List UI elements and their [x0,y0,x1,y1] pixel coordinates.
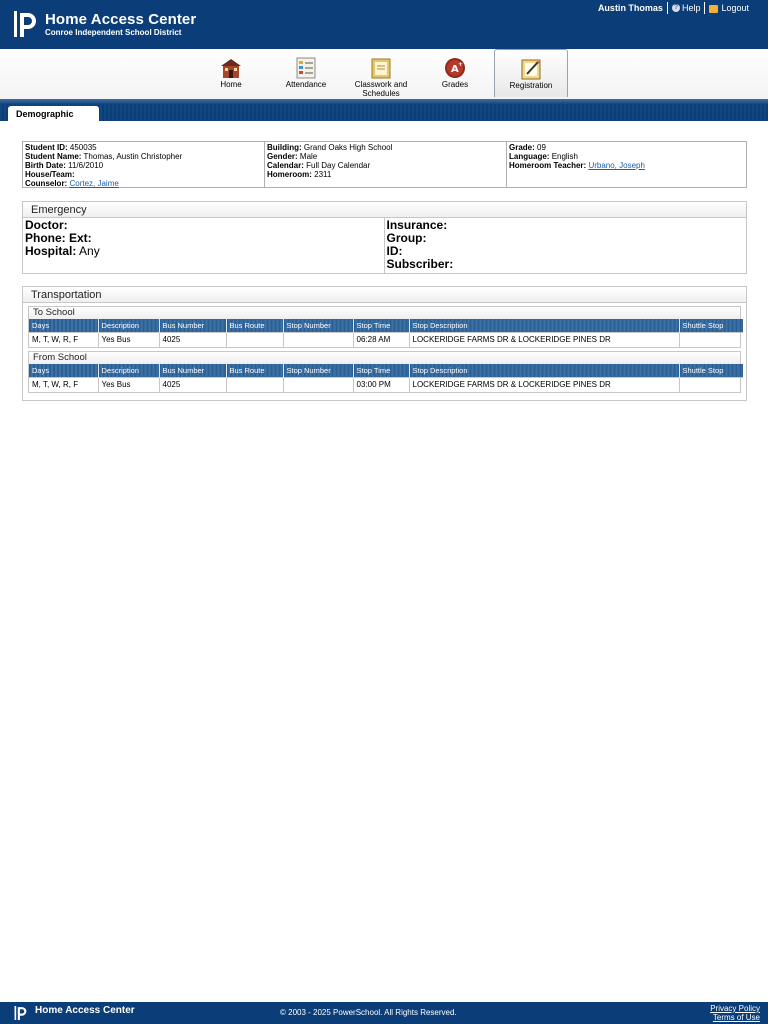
cell-description: Yes Bus [98,377,159,392]
help-label: Help [681,3,701,13]
col-header-description[interactable]: Description [98,319,159,332]
gender-label: Gender: [267,152,298,161]
col-header-days[interactable]: Days [29,364,98,377]
app-header [0,0,768,49]
col-header-stop-number[interactable]: Stop Number [283,364,353,377]
counselor-label: Counselor: [25,179,68,188]
col-header-stop-description[interactable]: Stop Description [409,319,679,332]
calendar-value: Full Day Calendar [306,161,371,170]
cell-days: M, T, W, R, F [29,377,98,392]
from-school-panel [28,351,741,393]
to-school-panel [28,306,741,348]
col-header-days[interactable]: Days [29,319,98,332]
emergency-col-insurance [385,218,747,273]
nav-grades[interactable] [430,49,480,97]
student-id-value: 450035 [69,143,97,152]
help-link[interactable] [672,3,701,13]
tab-strip-highlight [0,99,768,105]
homeroom-label: Homeroom: [267,170,312,179]
cell-bus-number: 4025 [159,377,226,392]
group-label: Group: [386,231,427,245]
col-header-bus-route[interactable]: Bus Route [226,364,283,377]
emergency-section [22,201,747,274]
col-header-stop-time[interactable]: Stop Time [353,364,409,377]
footer-links [710,1004,760,1022]
registration-clipboard-icon [519,58,543,80]
house-team-label: House/Team: [25,170,75,179]
app-footer [0,1002,768,1024]
school-house-icon [219,57,243,79]
homeroom-value: 2311 [314,170,332,179]
demographic-panel [22,141,747,188]
user-bar [598,2,749,14]
nav-registration[interactable] [494,49,568,97]
gender-value: Male [299,152,318,161]
nav-label: Grades [441,80,469,89]
powerschool-logo-icon [14,11,38,37]
cell-stop-description: LOCKERIDGE FARMS DR & LOCKERIDGE PINES DR [409,332,679,347]
cell-stop-description: LOCKERIDGE FARMS DR & LOCKERIDGE PINES DR [409,377,679,392]
table-row [29,332,743,347]
phone-label: Phone: Ext: [25,231,92,245]
demographic-col-school [265,142,507,187]
calendar-label: Calendar: [267,161,304,170]
nav-label: Attendance [285,80,327,89]
svg-text:+: + [458,61,464,68]
cell-stop-number [283,332,353,347]
lock-icon [709,5,718,13]
help-icon: ? [672,4,680,12]
cell-stop-number [283,377,353,392]
col-header-stop-number[interactable]: Stop Number [283,319,353,332]
nav-label: Home [220,80,242,89]
col-header-description[interactable]: Description [98,364,159,377]
nav-label: Registration [509,81,553,90]
cell-stop-time: 03:00 PM [353,377,409,392]
demographic-col-student [23,142,265,187]
cell-bus-route [226,377,283,392]
cell-shuttle-stop [679,332,743,347]
building-value: Grand Oaks High School [303,143,393,152]
subscriber-label: Subscriber: [386,257,454,271]
language-label: Language: [509,152,550,161]
divider [667,2,668,14]
doctor-label: Doctor: [25,218,68,232]
homeroom-teacher-label: Homeroom Teacher: [509,161,587,170]
homeroom-teacher-link[interactable]: Urbano, Joseph [588,161,645,170]
id-label: ID: [386,244,403,258]
main-nav [0,49,768,99]
hospital-value: Any [79,244,100,258]
table-header-row [29,319,743,332]
nav-label: Classwork and Schedules [354,80,408,98]
table-row [29,377,743,392]
to-school-title: To School [29,307,740,319]
col-header-stop-time[interactable]: Stop Time [353,319,409,332]
student-id-label: Student ID: [25,143,68,152]
cell-stop-time: 06:28 AM [353,332,409,347]
language-value: English [551,152,578,161]
hospital-label: Hospital: [25,244,77,258]
from-school-table [29,364,743,392]
nav-classwork[interactable] [346,49,416,97]
to-school-table [29,319,743,347]
transportation-title: Transportation [23,287,746,303]
nav-attendance[interactable] [276,49,336,97]
emergency-title: Emergency [23,202,746,218]
tab-demographic[interactable]: Demographic [8,106,99,121]
user-name: Austin Thomas [597,3,663,13]
district-name: Conroe Independent School District [45,28,182,37]
col-header-bus-route[interactable]: Bus Route [226,319,283,332]
powerschool-logo-icon [14,1006,28,1020]
footer-title: Home Access Center [35,1005,135,1016]
cell-shuttle-stop [679,377,743,392]
terms-of-use-link[interactable]: Terms of Use [712,1013,760,1022]
a-plus-grade-icon [443,57,467,79]
svg-text:A: A [451,64,459,75]
notebook-icon [369,57,393,79]
from-school-title: From School [29,352,740,364]
insurance-label: Insurance: [386,218,448,232]
col-header-bus-number[interactable]: Bus Number [159,364,226,377]
grade-label: Grade: [509,143,535,152]
student-name-value: Thomas, Austin Christopher [83,152,183,161]
emergency-col-medical [23,218,385,273]
col-header-shuttle-stop[interactable]: Shuttle Stop [679,319,743,332]
emergency-body [23,218,746,273]
building-label: Building: [267,143,302,152]
counselor-link[interactable]: Cortez, Jaime [69,179,119,188]
birth-date-value: 11/6/2010 [68,161,104,170]
privacy-policy-link[interactable]: Privacy Policy [710,1004,760,1013]
logout-label: Logout [721,3,749,13]
cell-bus-route [226,332,283,347]
col-header-stop-description[interactable]: Stop Description [409,364,679,377]
student-name-label: Student Name: [25,152,82,161]
attendance-checklist-icon [294,57,318,79]
birth-date-label: Birth Date: [25,161,66,170]
col-header-bus-number[interactable]: Bus Number [159,319,226,332]
nav-home[interactable] [206,49,256,97]
copyright-text: © 2003 - 2025 PowerSchool. All Rights Reserved. [280,1008,457,1017]
table-header-row [29,364,743,377]
transportation-section [22,286,747,401]
cell-bus-number: 4025 [159,332,226,347]
grade-value: 09 [537,143,546,152]
app-title: Home Access Center [45,11,197,28]
demographic-col-grade [507,142,746,187]
cell-description: Yes Bus [98,332,159,347]
col-header-shuttle-stop[interactable]: Shuttle Stop [679,364,743,377]
logout-link[interactable] [709,3,749,13]
cell-days: M, T, W, R, F [29,332,98,347]
divider [704,2,705,14]
